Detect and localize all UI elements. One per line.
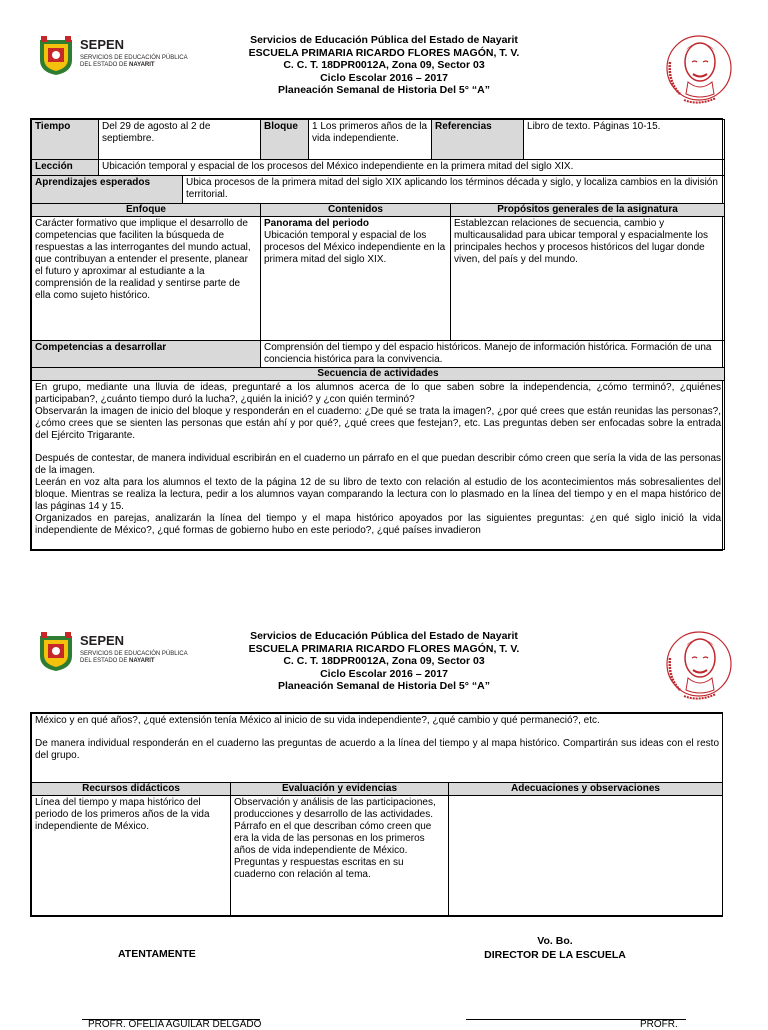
sepen-logo-subtitle-2: DEL ESTADO DE NAYARIT (80, 658, 155, 664)
secuencia-header-row (32, 368, 725, 381)
teacher-name: PROFR. OFELIA AGUILAR DELGADO (88, 1019, 262, 1030)
sepen-logo-subtitle-2: DEL ESTADO DE NAYARIT (80, 62, 155, 68)
secuencia-paragraph: En grupo, mediante una lluvia de ideas, preguntaré a los alumnos acerca de lo que saben sobre la independencia, ¿cómo terminó?, ¿quiénes participaban?, ¿cuánto tiempo duró la lucha?, ¿quién la inició? y ¿con quién terminó? (35, 382, 722, 405)
enfoque-header: Enfoque (32, 204, 261, 217)
adecuaciones-text (449, 796, 723, 916)
leccion-value: Ubicación temporal y espacial de los procesos del México independiente en la primera mitad del siglo XIX. (99, 160, 725, 176)
sepen-logo-subtitle: SERVICIOS DE EDUCACIÓN PÚBLICA (80, 651, 188, 657)
header-line-4: Ciclo Escolar 2016 – 2017 (320, 71, 448, 84)
header-line-2: ESCUELA PRIMARIA RICARDO FLORES MAGÓN, T. V. (248, 642, 520, 655)
header-line-5: Planeación Semanal de Historia Del 5° “A” (278, 680, 490, 693)
page1-header (0, 30, 768, 110)
bloque-value: 1 Los primeros años de la vida independiente. (309, 120, 432, 160)
tiempo-value: Del 29 de agosto al 2 de septiembre. (99, 120, 261, 160)
header-line-5: Planeación Semanal de Historia Del 5° “A” (278, 84, 490, 97)
recursos-text: Línea del tiempo y mapa histórico del periodo de los primeros años de la vida independiente de México. (32, 796, 231, 916)
secuencia-paragraph: Observarán la imagen de inicio del bloque y responderán en el cuaderno: ¿De qué se trata la imagen?, ¿por qué crees que están reunidas las personas?, ¿cómo crees que se sienten las personas que están ahí y por qué?, ¿qué crees que festejan?, etc. Las preguntas deben ser enfocadas sobre la entrada del Ejército Trigarante. (35, 406, 722, 441)
evaluacion-text: Observación y análisis de las participaciones, producciones y desarrollo de las actividades. Párrafo en el que describan cómo creen que era la vida de las personas en los primeros años de vida independiente de México. Preguntas y respuestas escritas en su cuaderno con relación al tema. (231, 796, 449, 916)
header-text (150, 630, 618, 693)
aprendizajes-row (32, 176, 725, 204)
secuencia-cell (32, 381, 725, 550)
recursos-header: Recursos didácticos (32, 783, 231, 796)
contenidos-title: Panorama del periodo (264, 218, 370, 229)
contenidos-header: Contenidos (261, 204, 451, 217)
header-line-2: ESCUELA PRIMARIA RICARDO FLORES MAGÓN, T. V. (248, 46, 520, 59)
vobo-label: Vo. Bo. (537, 935, 573, 947)
referencias-label: Referencias (432, 120, 524, 160)
contenidos-cell (261, 217, 451, 341)
secuencia-row (32, 381, 725, 550)
leccion-row (32, 160, 725, 176)
competencias-row (32, 341, 725, 368)
aprendizajes-value: Ubica procesos de la primera mitad del siglo XIX aplicando los términos década y siglo, y localiza cambios en la división territorial. (183, 176, 725, 204)
continuation-row (32, 714, 723, 783)
tiempo-row (32, 120, 725, 160)
secuencia-header: Secuencia de actividades (32, 368, 725, 381)
continuation-table (30, 712, 723, 917)
propositos-header: Propósitos generales de la asignatura (451, 204, 725, 217)
sepen-logo-brand: SEPEN (80, 37, 125, 52)
recursos-row (32, 796, 723, 916)
enfoque-header-row (32, 204, 725, 217)
header-text (150, 34, 618, 97)
header-line-3: C. C. T. 18DPR0012A, Zona 09, Sector 03 (283, 655, 485, 668)
enfoque-row (32, 217, 725, 341)
contenidos-text: Ubicación temporal y espacial de los procesos del México independiente en la primera mitad del siglo XIX. (264, 230, 446, 265)
sepen-logo-brand: SEPEN (80, 633, 125, 648)
school-seal-icon (664, 32, 734, 106)
referencias-value: Libro de texto. Páginas 10-15. (524, 120, 725, 160)
vobo-block (470, 934, 640, 962)
leccion-label: Lección (32, 160, 99, 176)
continuation-paragraph: De manera individual responderán en el cuaderno las preguntas de acuerdo a la línea del tiempo y al mapa histórico. Compartirán sus ideas con el resto del grupo. (35, 738, 720, 761)
page2-header (0, 626, 768, 706)
propositos-text: Establezcan relaciones de secuencia, cambio y multicausalidad para ubicar temporal y espacialmente los principales hechos y procesos históricos del lugar donde viven, del país y del mundo. (451, 217, 725, 341)
sepen-shield-icon (38, 36, 74, 76)
competencias-value: Comprensión del tiempo y del espacio históricos. Manejo de información histórica. Formación de una conciencia histórica para la convivencia. (261, 341, 725, 368)
header-line-1: Servicios de Educación Pública del Estado de Nayarit (250, 630, 518, 642)
school-seal-icon (664, 628, 734, 702)
bloque-label: Bloque (261, 120, 309, 160)
adecuaciones-header: Adecuaciones y observaciones (449, 783, 723, 796)
continuation-cell (32, 714, 723, 783)
atentamente-label: ATENTAMENTE (118, 948, 196, 960)
director-name: PROFR. (640, 1019, 678, 1030)
header-line-3: C. C. T. 18DPR0012A, Zona 09, Sector 03 (283, 59, 485, 72)
director-label: DIRECTOR DE LA ESCUELA (484, 949, 626, 961)
enfoque-text: Carácter formativo que implique el desarrollo de competencias que faciliten la búsqueda de respuestas a las interrogantes del mundo actual, que contribuyan a entender el presente, planear el futuro y aproximar al estudiante a la comprensión de la realidad y sentirse parte de ella como sujeto histórico. (32, 217, 261, 341)
header-line-4: Ciclo Escolar 2016 – 2017 (320, 667, 448, 680)
continuation-paragraph: México y en qué años?, ¿qué extensión tenía México al inicio de su vida independiente?, ¿qué cambio y qué permaneció?, etc. (35, 715, 600, 726)
secuencia-paragraph: Leerán en voz alta para los alumnos el texto de la página 12 de su libro de texto con relación al estudio de los acontecimientos más sobresalientes del bloque. Mientras se realiza la lectura, pedir a los alumnos vayan comparando la lectura con lo plasmado en la línea del tiempo y en el mapa histórico de las páginas 14 y 15. (35, 477, 722, 512)
competencias-label: Competencias a desarrollar (32, 341, 261, 368)
sepen-shield-icon (38, 632, 74, 672)
tiempo-label: Tiempo (32, 120, 99, 160)
secuencia-paragraph: Después de contestar, de manera individual escribirán en el cuaderno un párrafo en el que puedan describir cómo creen que sería la vida de las personas de la imagen. (35, 453, 722, 476)
sepen-logo-subtitle: SERVICIOS DE EDUCACIÓN PÚBLICA (80, 55, 188, 61)
aprendizajes-label: Aprendizajes esperados (32, 176, 183, 204)
evaluacion-header: Evaluación y evidencias (231, 783, 449, 796)
secuencia-paragraph: Organizados en parejas, analizarán la línea del tiempo y el mapa histórico apoyados por las siguientes preguntas: ¿en qué siglo inició la vida independiente de México?, ¿qué formas de gobierno hubo en este periodo?, ¿qué países invadieron (35, 513, 722, 536)
header-line-1: Servicios de Educación Pública del Estado de Nayarit (250, 34, 518, 46)
recursos-header-row (32, 783, 723, 796)
planning-table (30, 118, 723, 551)
